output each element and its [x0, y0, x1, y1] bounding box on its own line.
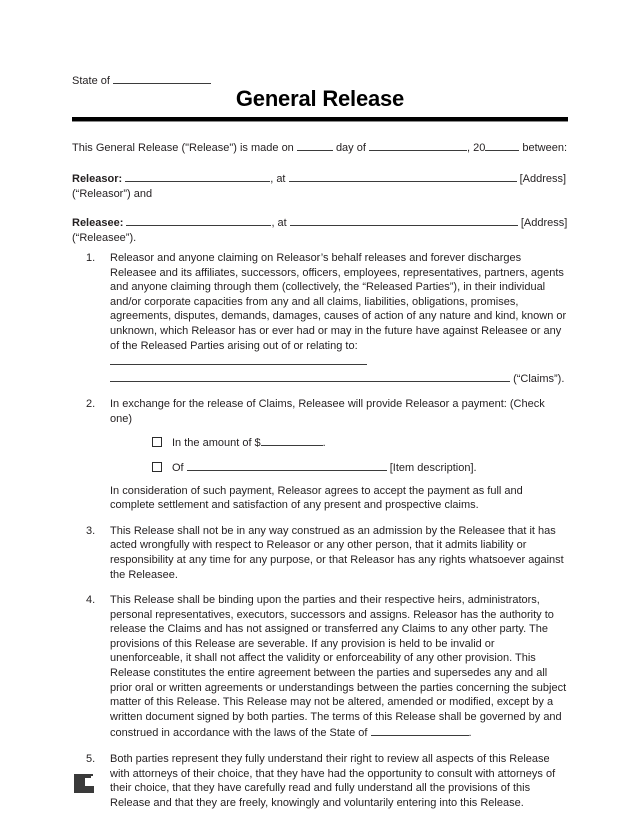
- item-blank-field[interactable]: [187, 459, 387, 471]
- releasor-address-blank-field[interactable]: [289, 170, 517, 182]
- releasee-name-blank-field[interactable]: [126, 214, 271, 226]
- releasee-address-blank-field[interactable]: [290, 214, 518, 226]
- releasee-block: [72, 214, 568, 246]
- year-blank-field[interactable]: [485, 139, 519, 151]
- governing-state-suffix: .: [468, 727, 472, 740]
- releasee-defined-term: (“Releasee”).: [72, 232, 137, 244]
- claims-blank-field-line2[interactable]: [110, 370, 510, 382]
- consideration-paragraph: In consideration of such payment, Releasor agrees to accept the payment as full and complete settlement and satisfaction of any present and prospective claims.: [110, 484, 523, 512]
- releasor-at-text: , at: [270, 173, 286, 185]
- legal-templates-logo-icon: [74, 774, 96, 796]
- clause-text-4: This Release shall be binding upon the parties and their respective heirs, administrators, personal representatives, executors, successors and assigns. Releasor has the authority to release the Claims and has not assigned or transferred any Claims to any other party. The provisions of this Release are severable. If any provision is held to be invalid or unenforceable, it shall not affect the validity or enforceability of any other provision. This Release constitutes the entire agreement between the parties and supersedes any and all prior oral or written agreements or understandings between the parties concerning the subject matter of this Release. This Release may not be altered, amended or modified, except by a written document signed by both parties. The terms of this Release shall be governed by and construed in accordance with the laws of the: [110, 594, 567, 740]
- clause-number-1: 1.: [86, 252, 96, 264]
- claims-line-2: [110, 370, 568, 387]
- payment-option-amount[interactable]: [152, 434, 568, 450]
- releasor-label: Releasor:: [72, 173, 123, 185]
- releasor-defined-term: (“Releasor”) and: [72, 188, 153, 200]
- intro-text-after-year: between:: [522, 142, 568, 154]
- clause-number-3: 3.: [86, 524, 96, 537]
- payment-options: [110, 434, 568, 475]
- releasee-label: Releasee:: [72, 217, 124, 229]
- claims-defined-term: (“Claims”).: [513, 372, 565, 385]
- state-blank-field[interactable]: [113, 72, 211, 84]
- clause-item-3: [72, 524, 568, 582]
- intro-text-after-day: day of: [335, 142, 366, 154]
- amount-blank-field[interactable]: [261, 434, 323, 446]
- clause-text-1: Releasor and anyone claiming on Releasor’s behalf releases and forever discharges Releasee and its affiliates, successors, officers, employees, representatives, partners, agents and anyone claiming through them (collectively, the “Released Parties”), in their individual and/or corporate capacities from any and all claims, liabilities, obligations, promises, agreements, disputes, demands, damages, causes of action of any nature and kind, known or unknown, which Releasor has or ever had or may in the future have against Releasee or any of the Released Parties arising out of or relating to:: [110, 252, 567, 352]
- claims-blank-field-line1[interactable]: [110, 353, 367, 365]
- releasee-address-tag: [Address]: [520, 217, 568, 229]
- releasor-name-blank-field[interactable]: [125, 170, 270, 182]
- clause-text-5: Both parties represent they fully understand their right to review all aspects of this Release with attorneys of their choice, that they have had the opportunity to consult with attorneys of their choice, that they have carefully read and fully understand all the provisions of this Release and that they are freely, knowingly and voluntarily entering into this Release.: [110, 753, 556, 809]
- intro-paragraph: [72, 139, 568, 156]
- clause-list: [72, 251, 568, 821]
- payment-option-amount-label: In the amount of $: [172, 436, 261, 449]
- payment-option-item-suffix: [Item description].: [389, 461, 477, 474]
- releasor-address-tag: [Address]: [519, 173, 567, 185]
- clause-number-2: 2.: [86, 398, 96, 411]
- payment-option-item-label: Of: [172, 461, 184, 474]
- releasee-at-text: , at: [271, 217, 287, 229]
- clause-number-4: 4.: [86, 594, 96, 607]
- clause-text-3: This Release shall not be in any way construed as an admission by the Releasee that it has acted wrongfully with respect to Releasor or any other person, that it admits liability or responsibility at any time for any purpose, or that Releasor has any rights whatsoever against the Releasee.: [110, 524, 564, 581]
- clause-item-1: [72, 251, 568, 386]
- payment-option-amount-suffix: .: [322, 436, 326, 449]
- clause-item-4: [72, 593, 568, 741]
- governing-state-label: State of: [329, 727, 368, 740]
- intro-text-before-day: This General Release ("Release") is made on: [72, 142, 294, 154]
- checkbox-icon-amount[interactable]: [152, 437, 162, 447]
- checkbox-icon-item[interactable]: [152, 462, 162, 472]
- month-blank-field[interactable]: [369, 139, 467, 151]
- title-divider: [72, 117, 568, 122]
- releasor-block: [72, 170, 568, 202]
- clause-number-5: 5.: [86, 753, 96, 766]
- governing-state-blank-field[interactable]: [371, 724, 469, 736]
- clause-item-2: [72, 397, 568, 512]
- clause-text-2: In exchange for the release of Claims, Releasee will provide Releasor a payment: (Check one): [110, 398, 545, 425]
- intro-text-after-month: , 20: [466, 142, 486, 154]
- page-title: General Release: [235, 86, 405, 111]
- state-of-label: State of: [72, 75, 110, 87]
- clause-item-5: [72, 752, 568, 810]
- logo-corner-cut: [91, 776, 94, 786]
- day-blank-field[interactable]: [297, 139, 333, 151]
- payment-option-item[interactable]: [152, 459, 568, 475]
